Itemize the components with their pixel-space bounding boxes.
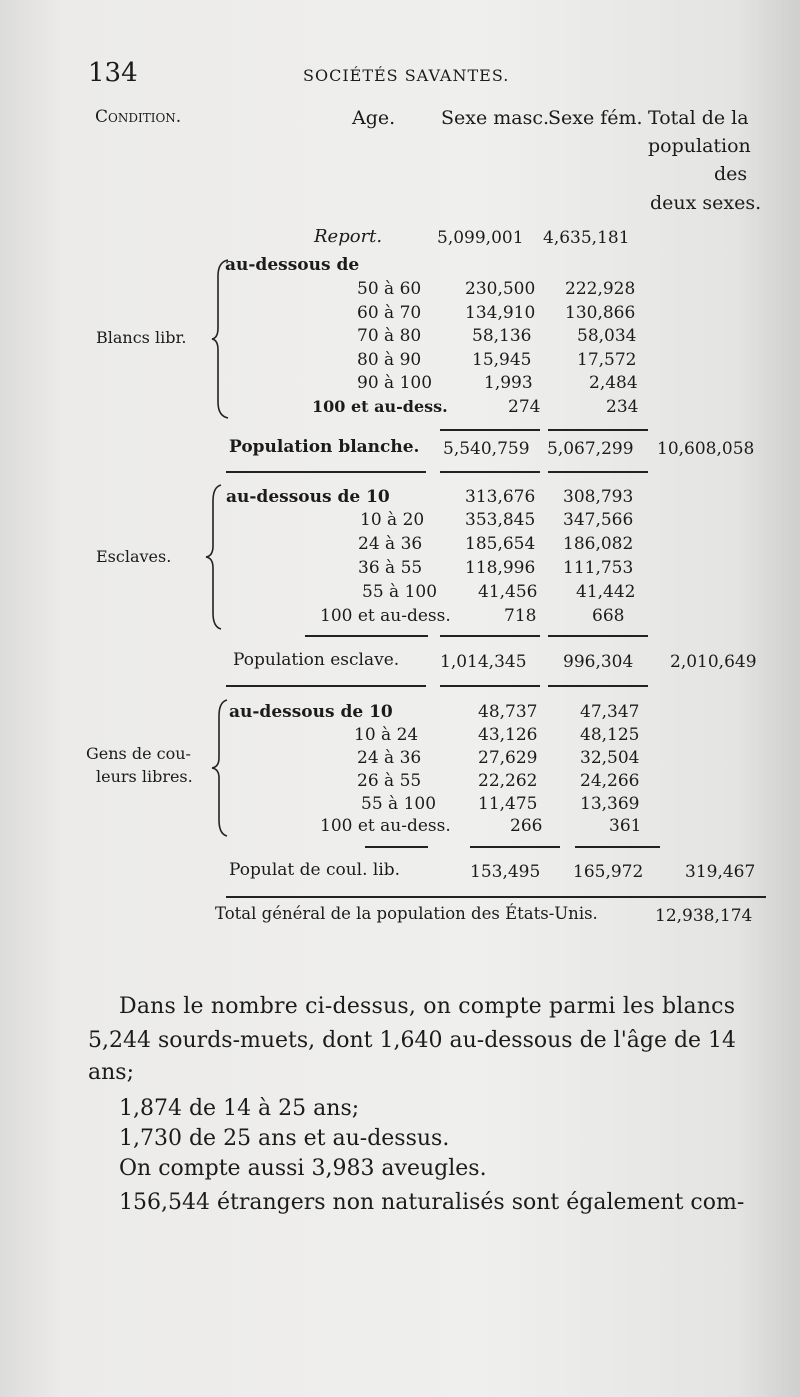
esclaves-row-female: 186,082 <box>563 534 634 554</box>
rule <box>575 846 660 848</box>
esclaves-row-male: 353,845 <box>465 510 536 530</box>
rule <box>440 429 540 431</box>
grand-total-value: 12,938,174 <box>655 906 753 926</box>
esclaves-row-female: 347,566 <box>563 510 634 530</box>
blancs-row-female: 130,866 <box>565 303 636 323</box>
gens-row-age: 10 à 24 <box>354 725 419 745</box>
esclaves-row-male: 718 <box>504 606 537 626</box>
gens-row-female: 13,369 <box>580 794 640 814</box>
blancs-row-female: 58,034 <box>577 326 637 346</box>
esclaves-row-age: 10 à 20 <box>360 510 425 530</box>
esclaves-brace <box>203 483 225 631</box>
gens-subtotal-male: 153,495 <box>470 862 541 882</box>
gens-subtotal-total: 319,467 <box>685 862 756 882</box>
rule <box>440 685 540 687</box>
rule <box>440 635 540 637</box>
esclaves-row-age: 24 à 36 <box>358 534 423 554</box>
esclaves-row-age: 36 à 55 <box>358 558 423 578</box>
blancs-row-male: 1,993 <box>484 373 533 393</box>
rule <box>365 846 428 848</box>
esclaves-row-age: au-dessous de 10 <box>226 487 390 507</box>
blancs-row-male: 274 <box>508 397 541 417</box>
blancs-subtotal-female: 5,067,299 <box>547 439 634 459</box>
rule <box>305 635 428 637</box>
gens-row-female: 24,266 <box>580 771 640 791</box>
header-female: Sexe fém. <box>548 107 643 129</box>
body-line: 5,244 sourds-muets, dont 1,640 au-dessous de l'âge de 14 <box>88 1028 737 1053</box>
esclaves-row-female: 41,442 <box>576 582 636 602</box>
gens-row-age: au-dessous de 10 <box>229 702 393 722</box>
blancs-brace <box>210 258 232 420</box>
rule <box>470 846 560 848</box>
header-age: Age. <box>352 107 396 129</box>
esclaves-subtotal-female: 996,304 <box>563 652 634 672</box>
gens-row-male: 48,737 <box>478 702 538 722</box>
rule <box>226 471 426 473</box>
esclaves-label: Esclaves. <box>96 547 172 566</box>
blancs-row-age: 90 à 100 <box>357 373 433 393</box>
body-line: 156,544 étrangers non naturalisés sont également com- <box>119 1190 745 1215</box>
gens-row-male: 22,262 <box>478 771 538 791</box>
blancs-first-label: au-dessous de <box>225 255 360 275</box>
report-female: 4,635,181 <box>543 228 630 248</box>
esclaves-subtotal-total: 2,010,649 <box>670 652 757 672</box>
rule <box>548 635 648 637</box>
blancs-row-age: 100 et au-dess. <box>312 397 448 416</box>
esclaves-subtotal-label: Population esclave. <box>233 650 400 670</box>
blancs-row-male: 134,910 <box>465 303 536 323</box>
gens-row-female: 361 <box>609 816 642 836</box>
rule <box>548 685 648 687</box>
rule <box>226 896 766 898</box>
blancs-row-age: 80 à 90 <box>357 350 422 370</box>
header-total-line3: des <box>714 163 748 185</box>
esclaves-row-age: 100 et au-dess. <box>320 606 451 626</box>
esclaves-row-female: 111,753 <box>563 558 634 578</box>
gens-row-age: 24 à 36 <box>357 748 422 768</box>
blancs-row-age: 60 à 70 <box>357 303 422 323</box>
gens-subtotal-female: 165,972 <box>573 862 644 882</box>
body-line: ans; <box>88 1060 134 1085</box>
gens-brace <box>209 698 231 838</box>
esclaves-row-male: 185,654 <box>465 534 536 554</box>
header-total-line2: population <box>648 135 751 157</box>
blancs-row-female: 222,928 <box>565 279 636 299</box>
body-line: 1,730 de 25 ans et au-dessus. <box>119 1126 450 1151</box>
gens-row-male: 27,629 <box>478 748 538 768</box>
page-number: 134 <box>88 58 138 88</box>
blancs-label: Blancs libr. <box>96 328 187 347</box>
blancs-row-male: 230,500 <box>465 279 536 299</box>
gens-label-line1: Gens de cou- <box>86 744 191 763</box>
gens-row-age: 55 à 100 <box>361 794 437 814</box>
rule <box>440 471 540 473</box>
gens-row-male: 43,126 <box>478 725 538 745</box>
gens-subtotal-label: Populat de coul. lib. <box>229 860 401 880</box>
rule <box>548 429 648 431</box>
rule <box>548 471 648 473</box>
gens-row-female: 48,125 <box>580 725 640 745</box>
esclaves-row-male: 41,456 <box>478 582 538 602</box>
gens-row-female: 32,504 <box>580 748 640 768</box>
blancs-row-male: 15,945 <box>472 350 532 370</box>
body-line: On compte aussi 3,983 aveugles. <box>119 1156 487 1181</box>
esclaves-row-male: 313,676 <box>465 487 536 507</box>
body-line: 1,874 de 14 à 25 ans; <box>119 1096 360 1121</box>
body-line: Dans le nombre ci-dessus, on compte parmi les blancs <box>119 994 736 1019</box>
blancs-row-female: 17,572 <box>577 350 637 370</box>
esclaves-row-female: 668 <box>592 606 625 626</box>
gens-row-female: 47,347 <box>580 702 640 722</box>
esclaves-row-female: 308,793 <box>563 487 634 507</box>
report-label: Report. <box>314 226 383 247</box>
gens-row-age: 100 et au-dess. <box>320 816 451 836</box>
blancs-row-age: 70 à 80 <box>357 326 422 346</box>
gens-row-age: 26 à 55 <box>357 771 422 791</box>
grand-total-label: Total général de la population des États-Unis. <box>215 904 598 923</box>
blancs-row-female: 2,484 <box>589 373 638 393</box>
running-head: SOCIÉTÉS SAVANTES. <box>303 66 510 85</box>
header-total-line1: Total de la <box>648 107 749 129</box>
gens-row-male: 266 <box>510 816 543 836</box>
blancs-row-female: 234 <box>606 397 639 417</box>
report-male: 5,099,001 <box>437 228 524 248</box>
rule <box>226 685 426 687</box>
gens-row-male: 11,475 <box>478 794 538 814</box>
blancs-row-age: 50 à 60 <box>357 279 422 299</box>
blancs-subtotal-male: 5,540,759 <box>443 439 530 459</box>
blancs-subtotal-total: 10,608,058 <box>657 439 755 459</box>
esclaves-subtotal-male: 1,014,345 <box>440 652 527 672</box>
blancs-subtotal-label: Population blanche. <box>229 437 420 457</box>
gens-label-line2: leurs libres. <box>96 767 193 786</box>
header-condition: Condition. <box>95 107 182 127</box>
esclaves-row-male: 118,996 <box>465 558 536 578</box>
esclaves-row-age: 55 à 100 <box>362 582 438 602</box>
header-total-line4: deux sexes. <box>650 192 762 214</box>
blancs-row-male: 58,136 <box>472 326 532 346</box>
header-male: Sexe masc. <box>441 107 550 129</box>
